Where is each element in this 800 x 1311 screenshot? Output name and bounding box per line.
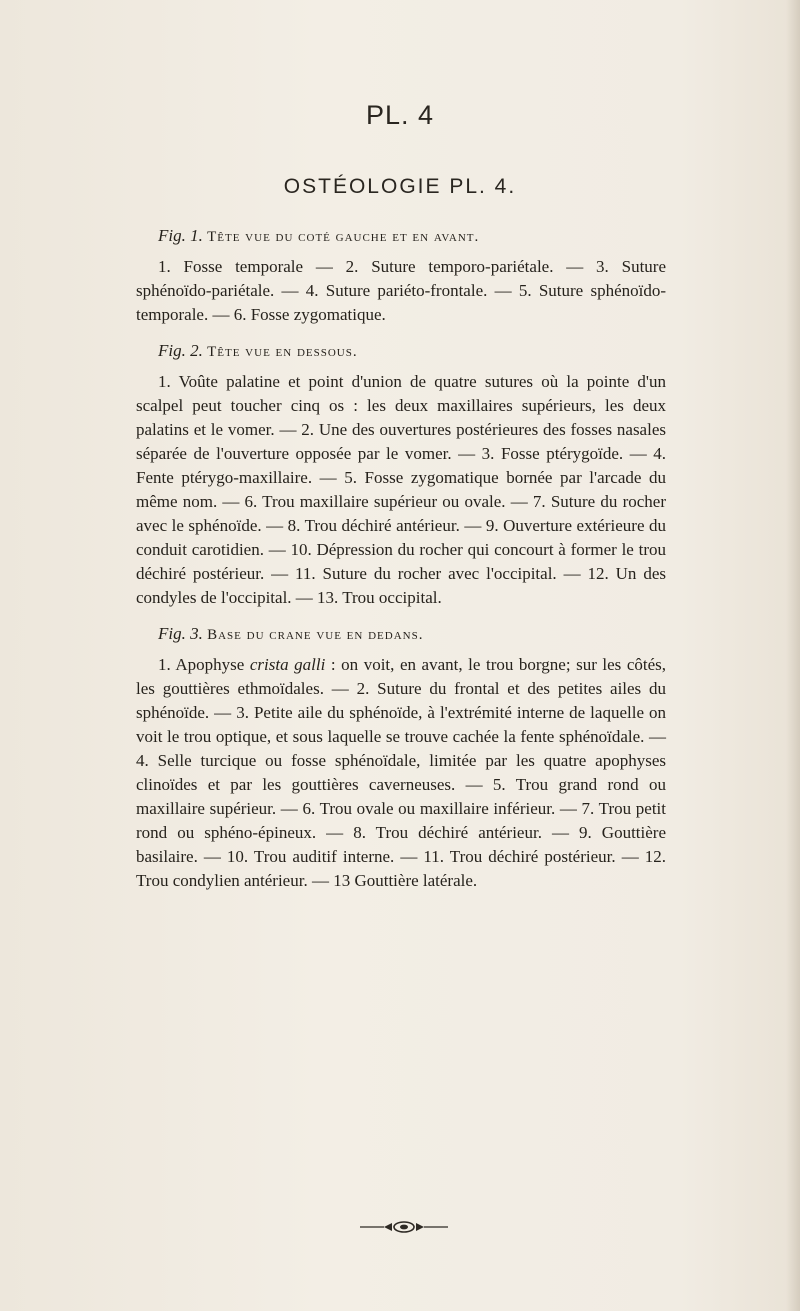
figure-2-legend (136, 339, 666, 610)
figure-3-caption: Base du crane vue en dedans. (207, 627, 424, 643)
figure-3-heading (158, 622, 666, 647)
figure-legends (136, 224, 666, 893)
figure-2-caption: Tête vue en dessous. (207, 344, 358, 360)
page-edge-shadow (786, 0, 800, 1311)
figure-2-number: Fig. 2. (158, 341, 203, 360)
figure-3-text (136, 653, 666, 893)
figure-3-number: Fig. 3. (158, 624, 203, 643)
figure-2-heading (158, 339, 666, 364)
ornament-divider-icon (360, 1220, 448, 1234)
plate-label: PL. 4 (365, 100, 435, 130)
page-title: OSTÉOLOGIE PL. 4. (283, 175, 517, 198)
figure-1-legend (136, 224, 666, 327)
figure-1-caption: Tête vue du coté gauche et en avant. (207, 229, 480, 245)
figure-3-text-before: 1. Apophyse (158, 655, 245, 674)
figure-2-text: 1. Voûte palatine et point d'union de quatre sutures où la pointe d'un scalpel peut toucher cinq os : les deux maxillaires supérieurs, les deux palatins et le vomer. — 2. Une des ouvertures postérieures des fosses nasales séparée de l'ouverture opposée par le vomer. — 3. Fosse ptérygoïde. — 4. Fente ptérygo-maxillaire. — 5. Fosse zygomatique bornée par l'arcade du même nom. — 6. Trou maxillaire supérieur ou ovale. — 7. Suture du rocher avec le sphénoïde. — 8. Trou déchiré antérieur. — 9. Ouverture extérieure du conduit carotidien. — 10. Dépression du rocher qui concourt à former le trou déchiré postérieur. — 11. Suture du rocher avec l'occipital. — 12. Un des condyles de l'occipital. — 13. Trou occipital. (136, 372, 666, 607)
figure-1-text: 1. Fosse temporale — 2. Suture temporo-pariétale. — 3. Suture sphénoïdo-pariétale. — 4. Suture pariéto-frontale. — 5. Suture sphénoïdo-temporale. — 6. Fosse zygomatique. (136, 257, 666, 324)
figure-3-legend (136, 622, 666, 893)
figure-3-text-after: : on voit, en avant, le trou borgne; sur les côtés, les gouttières ethmoïdales. — 2. Suture du frontal et des petites ailes du sphénoïde. — 3. Petite aile du sphénoïde, à l'extrémité interne de laquelle on voit le trou optique, et sous laquelle se trouve cachée la fente sphénoïdale. — 4. Selle turcique ou fosse sphénoïdale, limitée par les quatre apophyses clinoïdes et par les gouttières caverneuses. — 5. Trou grand rond ou maxillaire supérieur. — 6. Trou ovale ou maxillaire inférieur. — 7. Trou petit rond ou sphéno-épineux. — 8. Trou déchiré antérieur. — 9. Gouttière basilaire. — 10. Trou auditif interne. — 11. Trou déchiré postérieur. — 12. Trou condylien antérieur. — 13 Gouttière latérale. (136, 655, 667, 890)
figure-1-heading (158, 224, 666, 249)
crista-galli-term: crista galli (249, 655, 326, 674)
figure-1-number: Fig. 1. (158, 226, 203, 245)
